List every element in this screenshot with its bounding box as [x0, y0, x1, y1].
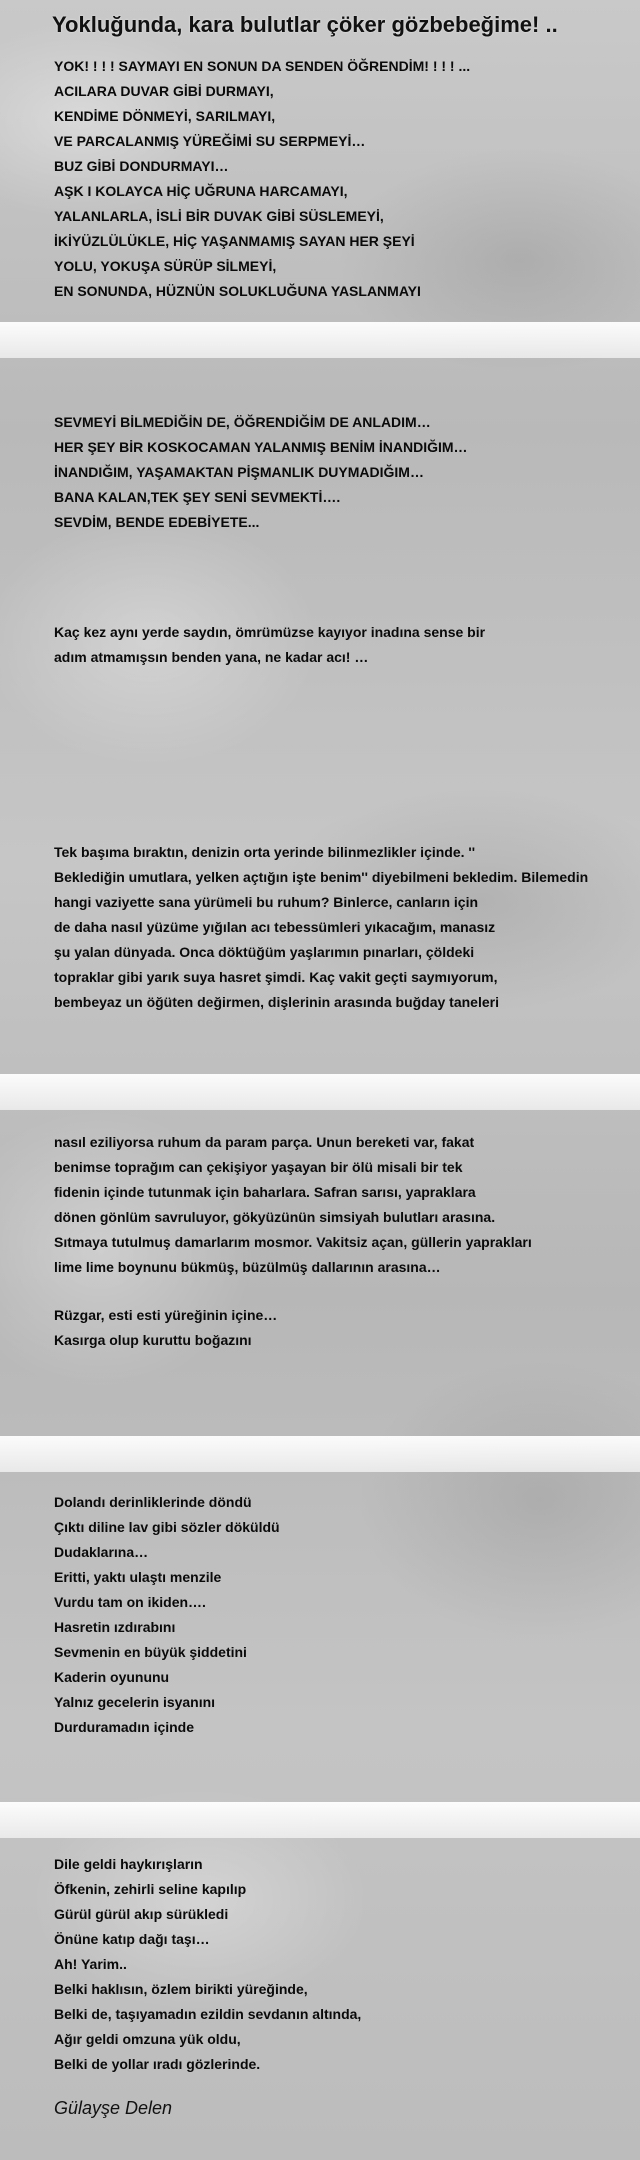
poem-line: Kaderin oyununu: [54, 1669, 170, 1685]
poem-line: Belki de, taşıyamadın ezildin sevdanın altında,: [54, 2006, 362, 2022]
poem-line: Belki haklısın, özlem birikti yüreğinde,: [54, 1981, 308, 1997]
poem-line: nasıl eziliyorsa ruhum da param parça. Unun bereketi var, fakat: [54, 1134, 475, 1150]
poem-line: Sıtmaya tutulmuş damarlarım mosmor. Vakitsiz açan, güllerin yaprakları: [54, 1234, 532, 1250]
poem-line: topraklar gibi yarık suya hasret şimdi. Kaç vakit geçti saymıyorum,: [54, 969, 498, 985]
stanza-4: [54, 840, 640, 1015]
poem-line: Kaç kez aynı yerde saydın, ömrümüzse kayıyor inadına sense bir: [54, 624, 486, 640]
poem-line: İNANDIĞIM, YAŞAMAKTAN PİŞMANLIK DUYMADIĞIM…: [54, 464, 424, 480]
poem-line: BUZ GİBİ DONDURMAYI…: [54, 158, 229, 174]
poem-line: Önüne katıp dağı taşı…: [54, 1931, 210, 1947]
poem-line: AŞK I KOLAYCA HİÇ UĞRUNA HARCAMAYI,: [54, 183, 348, 199]
poem-line: Hasretin ızdırabını: [54, 1619, 176, 1635]
poem-line: SEVMEYİ BİLMEDİĞİN DE, ÖĞRENDİĞİM DE ANLADIM…: [54, 414, 431, 430]
poem-line: hangi vaziyette sana yürümeli bu ruhum? Binlerce, canların için: [54, 894, 479, 910]
poem-line: Dolandı derinliklerinde döndü: [54, 1494, 252, 1510]
poem-line: Dudaklarına…: [54, 1544, 149, 1560]
poem-line: Beklediğin umutlara, yelken açtığın işte benim'' diyebilmeni bekledim. Bilemedin: [54, 869, 589, 885]
poem-line: Ağır geldi omzuna yük oldu,: [54, 2031, 241, 2047]
divider-band: [0, 1802, 640, 1838]
poem-line: VE PARCALANMIŞ YÜREĞİMİ SU SERPMEYİ…: [54, 133, 366, 149]
stanza-6: [54, 1303, 640, 1353]
poem-line: adım atmamışsın benden yana, ne kadar acı! …: [54, 649, 369, 665]
poem-line: Durduramadın içinde: [54, 1719, 195, 1735]
poem-line: Gürül gürül akıp sürükledi: [54, 1906, 229, 1922]
poem-line: YALANLARLA, İSLİ BİR DUVAK GİBİ SÜSLEMEYİ,: [54, 208, 384, 224]
poem-line: benimse toprağım can çekişiyor yaşayan bir ölü misali bir tek: [54, 1159, 463, 1175]
poem-title: Yokluğunda, kara bulutlar çöker gözbebeğime! ..: [52, 12, 558, 37]
stanza-5: [54, 1130, 640, 1280]
poem-line: lime lime boynunu bükmüş, büzülmüş dallarının arasına…: [54, 1259, 441, 1275]
stanza-1: [54, 54, 640, 304]
poem-line: ACILARA DUVAR GİBİ DURMAYI,: [54, 83, 274, 99]
poem-line: Eritti, yaktı ulaştı menzile: [54, 1569, 222, 1585]
poem-line: HER ŞEY BİR KOSKOCAMAN YALANMIŞ BENİM İNANDIĞIM…: [54, 439, 468, 455]
poem-line: YOK! ! ! ! SAYMAYI EN SONUN DA SENDEN ÖĞRENDİM! ! ! ! ...: [54, 58, 471, 74]
poem-line: bembeyaz un öğüten değirmen, dişlerinin arasında buğday taneleri: [54, 994, 499, 1010]
poem-line: İKİYÜZLÜLÜKLE, HİÇ YAŞANMAMIŞ SAYAN HER ŞEYİ: [54, 233, 415, 249]
stanza-7: [54, 1490, 640, 1740]
stanza-3: [54, 620, 640, 670]
poem-line: BANA KALAN,TEK ŞEY SENİ SEVMEKTİ….: [54, 489, 341, 505]
poem-line: de daha nasıl yüzüme yığılan acı tebessümleri yıkacağım, manasız: [54, 919, 496, 935]
poem-line: Sevmenin en büyük şiddetini: [54, 1644, 247, 1660]
poem-line: KENDİME DÖNMEYİ, SARILMAYI,: [54, 108, 276, 124]
poem-line: şu yalan dünyada. Onca döktüğüm yaşlarımın pınarları, çöldeki: [54, 944, 475, 960]
poem-line: Belki de yollar ıradı gözlerinde.: [54, 2056, 261, 2072]
poem-line: Vurdu tam on ikiden….: [54, 1594, 206, 1610]
stanza-8: [54, 1852, 640, 2077]
divider-band: [0, 1436, 640, 1472]
poem-line: fidenin içinde tutunmak için baharlara. Safran sarısı, yapraklara: [54, 1184, 476, 1200]
poem-line: EN SONUNDA, HÜZNÜN SOLUKLUĞUNA YASLANMAYI: [54, 283, 421, 299]
poem-line: YOLU, YOKUŞA SÜRÜP SİLMEYİ,: [54, 258, 277, 274]
stanza-2: [54, 410, 640, 535]
poem-line: Rüzgar, esti esti yüreğinin içine…: [54, 1307, 278, 1323]
poem-line: SEVDİM, BENDE EDEBİYETE...: [54, 514, 260, 530]
poem-line: dönen gönlüm savruluyor, gökyüzünün simsiyah bulutları arasına.: [54, 1209, 496, 1225]
poem-line: Ah! Yarim..: [54, 1956, 127, 1972]
poem-line: Kasırga olup kuruttu boğazını: [54, 1332, 252, 1348]
divider-band: [0, 322, 640, 358]
poem-line: Yalnız gecelerin isyanını: [54, 1694, 216, 1710]
poem-line: Tek başıma bıraktın, denizin orta yerinde bilinmezlikler içinde. '': [54, 844, 476, 860]
divider-band: [0, 1074, 640, 1110]
author-signature: Gülayşe Delen: [54, 2098, 173, 2118]
poem-line: Çıktı diline lav gibi sözler döküldü: [54, 1519, 280, 1535]
poem-line: Öfkenin, zehirli seline kapılıp: [54, 1881, 247, 1897]
poem-line: Dile geldi haykırışların: [54, 1856, 203, 1872]
